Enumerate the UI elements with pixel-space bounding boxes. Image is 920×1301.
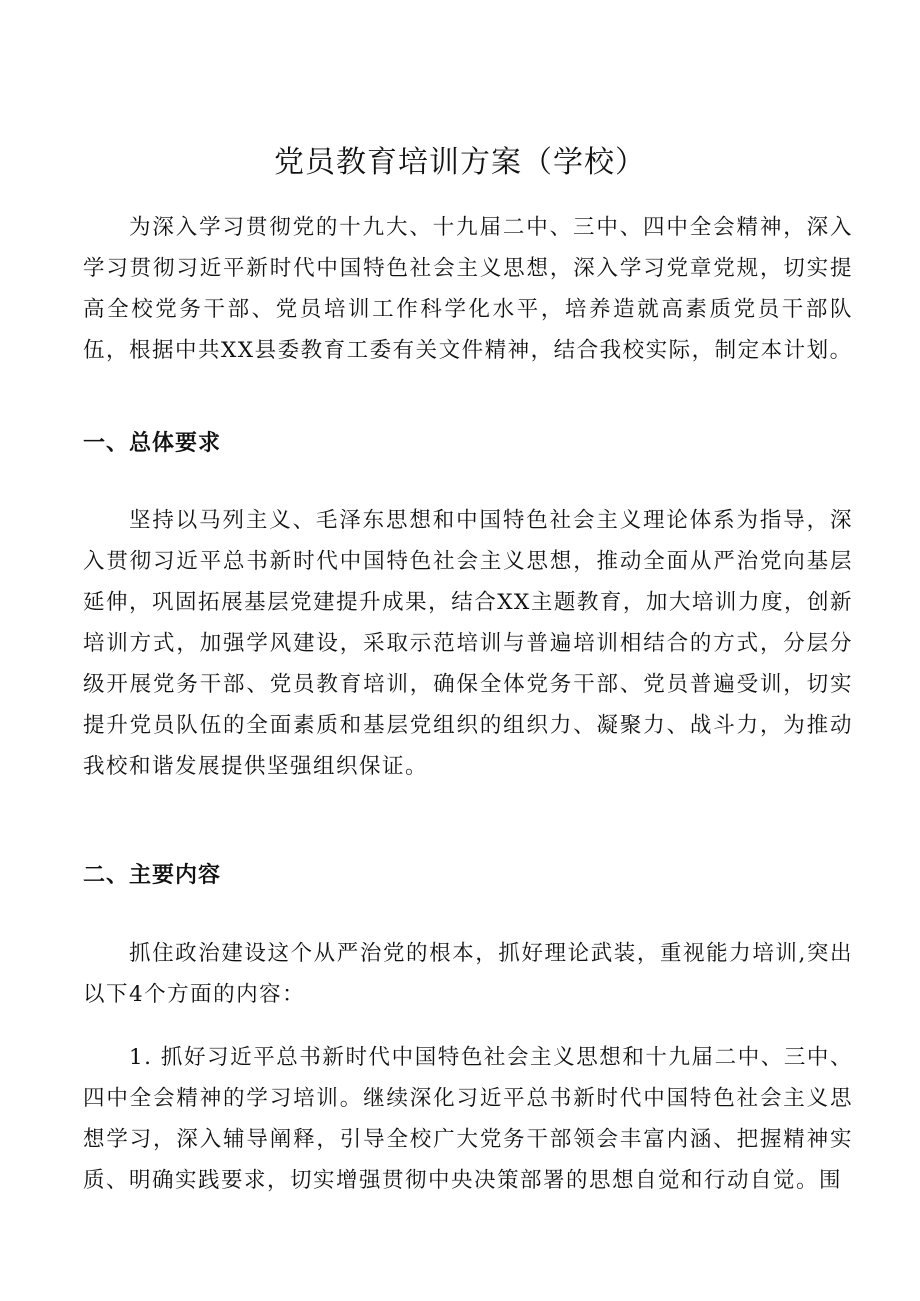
section-heading-main-content: 二、主要内容 <box>83 863 222 888</box>
section-heading-general-requirements: 一、总体要求 <box>83 431 222 456</box>
list-item-1: 1. 抓好习近平总书新时代中国特色社会主义思想和十九届二中、三中、四中全会精神的学习培训。继续深化习近平总书新时代中国特色社会主义思想学习，深入辅导阐释，引导全校广大党务干部领会丰富内涵、把握精神实质、明确实践要求，切实增强贯彻中央决策部署的思想自觉和行动自觉。围 <box>83 1045 853 1193</box>
section-body-main-content: 抓住政治建设这个从严治党的根本，抓好理论武装，重视能力培训,突出以下4个方面的内容： <box>83 941 853 1007</box>
document-title: 党员教育培训方案（学校） <box>274 145 646 180</box>
intro-paragraph: 为深入学习贯彻党的十九大、十九届二中、三中、四中全会精神，深入学习贯彻习近平新时代中国特色社会主义思想，深入学习党章党规，切实提高全校党务干部、党员培训工作科学化水平，培养造就高素质党员干部队伍，根据中共XX县委教育工委有关文件精神，结合我校实际，制定本计划。 <box>83 215 853 363</box>
section-body-general-requirements: 坚持以马列主义、毛泽东思想和中国特色社会主义理论体系为指导，深入贯彻习近平总书新时代中国特色社会主义思想，推动全面从严治党向基层延伸，巩固拓展基层党建提升成果，结合XX主题教育，加大培训力度，创新培训方式，加强学风建设，采取示范培训与普遍培训相结合的方式，分层分级开展党务干部、党员教育培训，确保全体党务干部、党员普遍受训，切实提升党员队伍的全面素质和基层党组织的组织力、凝聚力、战斗力，为推动我校和谐发展提供坚强组织保证。 <box>83 508 853 779</box>
